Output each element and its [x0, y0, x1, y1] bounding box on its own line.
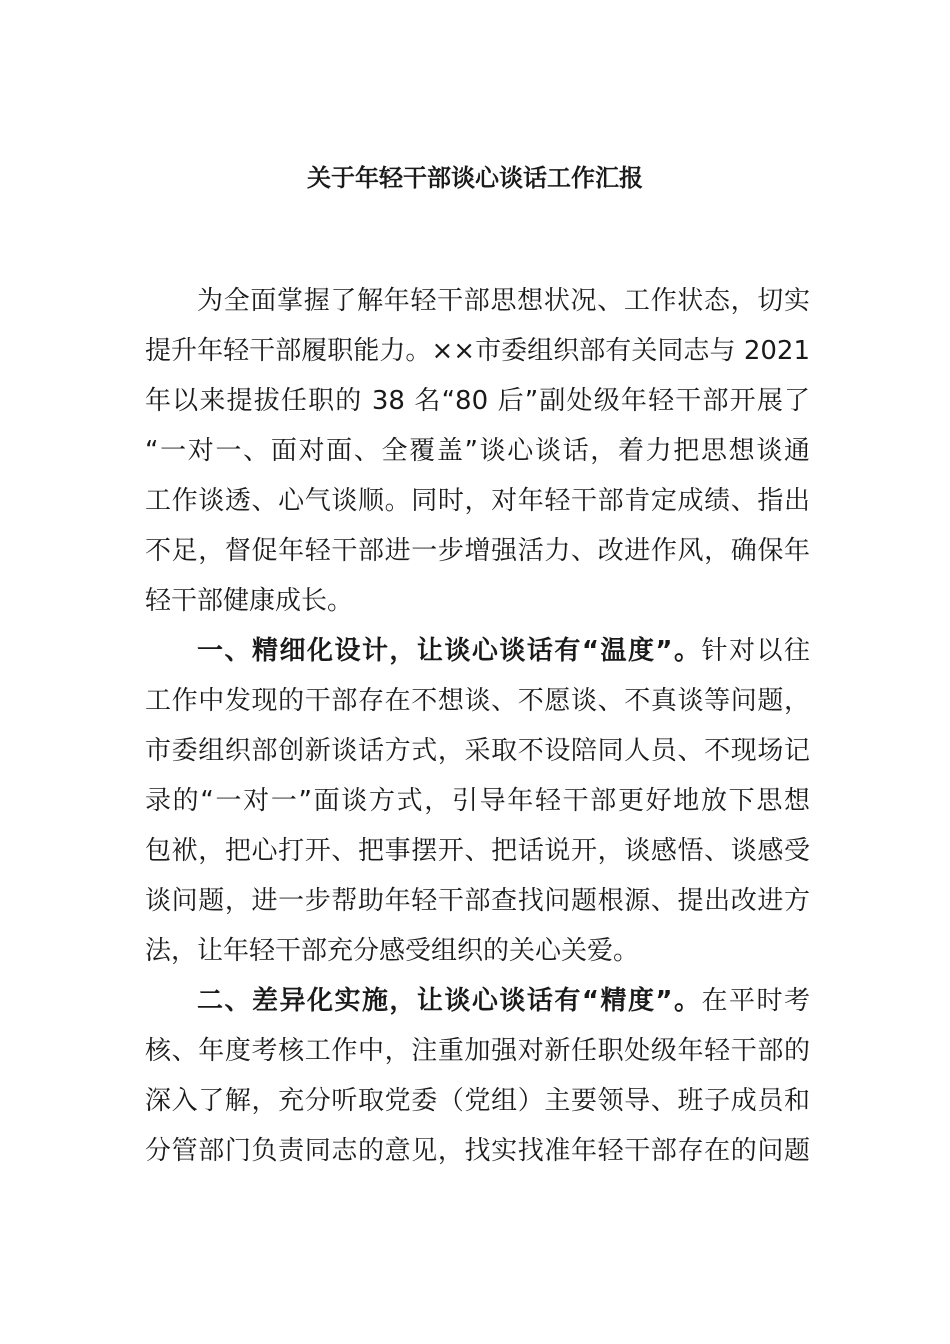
section-heading-1: 一、精细化设计，让谈心谈话有“温度”。 [197, 636, 702, 666]
document-title: 关于年轻干部谈心谈话工作汇报 [307, 164, 643, 192]
paragraph-2-line-4: 录的“一对一”面谈方式，引导年轻干部更好地放下思想 [145, 786, 810, 816]
paragraph-1-line-1: 为全面掌握了解年轻干部思想状况、工作状态，切实 [197, 286, 810, 316]
paragraph-3-line-1-text: 在平时考 [701, 986, 810, 1016]
paragraph-2-line-1 [197, 626, 810, 676]
paragraph-1-line-2: 提升年轻干部履职能力。××市委组织部有关同志与 2021 [145, 336, 810, 366]
paragraph-3-line-4: 分管部门负责同志的意见，找实找准年轻干部存在的问题 [145, 1136, 810, 1166]
paragraph-1-line-5: 工作谈透、心气谈顺。同时，对年轻干部肯定成绩、指出 [145, 486, 810, 516]
section-heading-2: 二、差异化实施，让谈心谈话有“精度”。 [197, 986, 702, 1016]
paragraph-2-line-5: 包袱，把心打开、把事摆开、把话说开，谈感悟、谈感受 [145, 836, 810, 866]
paragraph-3-line-3: 深入了解，充分听取党委（党组）主要领导、班子成员和 [145, 1086, 810, 1116]
paragraph-2-line-7: 法，让年轻干部充分感受组织的关心关爱。 [145, 936, 640, 966]
paragraph-2-line-2: 工作中发现的干部存在不想谈、不愿谈、不真谈等问题， [145, 686, 810, 716]
paragraph-2-line-3: 市委组织部创新谈话方式，采取不设陪同人员、不现场记 [145, 736, 810, 766]
paragraph-1-line-6: 不足，督促年轻干部进一步增强活力、改进作风，确保年 [145, 536, 810, 566]
paragraph-1-line-4: “一对一、面对面、全覆盖”谈心谈话，着力把思想谈通 [145, 436, 810, 466]
paragraph-1-line-7: 轻干部健康成长。 [145, 586, 354, 616]
paragraph-3-line-1 [197, 976, 810, 1026]
paragraph-3-line-2: 核、年度考核工作中，注重加强对新任职处级年轻干部的 [145, 1036, 810, 1066]
paragraph-2-line-6: 谈问题，进一步帮助年轻干部查找问题根源、提出改进方 [145, 886, 810, 916]
paragraph-1-line-3: 年以来提拔任职的 38 名“80 后”副处级年轻干部开展了 [145, 386, 810, 416]
paragraph-2-line-1-text: 针对以往 [701, 636, 810, 666]
